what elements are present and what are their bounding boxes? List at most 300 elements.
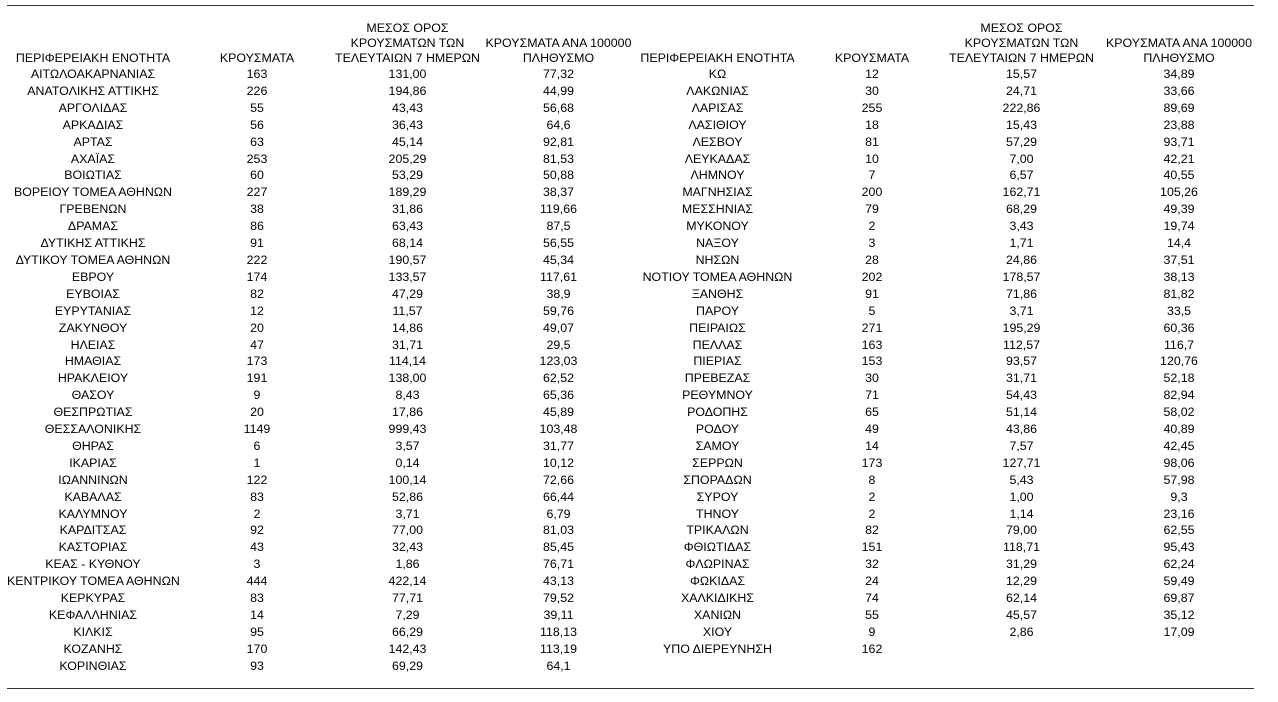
cases-cell: 444 [246,574,268,589]
avg-7-days-cell: 24,71 [1005,83,1037,98]
table-row [7,421,637,438]
per-100k-cell: 19,74 [1163,219,1195,234]
table-row [7,320,637,337]
per-100k-cell: 35,12 [1163,608,1195,622]
table-row [640,556,1264,573]
header-cases-per-100k: ΚΡΟΥΣΜΑΤΑ ΑΝΑ 100000 ΠΛΗΘΥΣΜΟ [485,36,632,65]
region-cell: ΣΑΜΟΥ [695,438,740,453]
avg-7-days-cell: 45,57 [1005,608,1037,622]
avg-7-days-cell: 127,71 [1002,455,1041,470]
per-100k-cell: 105,26 [1160,185,1198,200]
cases-cell: 202 [861,269,883,284]
per-100k-cell: 113,19 [540,641,577,656]
region-cell: ΑΡΚΑΔΙΑΣ [62,117,124,132]
per-100k-cell: 93,71 [1163,134,1195,149]
per-100k-cell: 77,32 [542,67,574,81]
cases-cell: 24 [865,574,879,589]
region-cell: ΠΡΕΒΕΖΑΣ [684,371,751,386]
table-row [7,218,637,235]
avg-7-days-cell: 189,29 [388,185,427,200]
region-cell: ΒΟΙΩΤΙΑΣ [64,168,122,183]
per-100k-cell: 14,4 [1166,236,1192,251]
per-100k-cell: 38,13 [1163,269,1195,284]
per-100k-cell: 65,36 [542,388,574,403]
region-cell: ΚΙΛΚΙΣ [73,624,113,639]
per-100k-cell: 23,88 [1163,117,1195,132]
table-row [640,624,1264,641]
cases-cell: 30 [865,371,879,386]
cases-cell: 10 [865,151,879,166]
cases-cell: 253 [246,151,268,166]
cases-cell: 12 [250,303,264,318]
per-100k-cell: 117,61 [540,269,577,284]
table-row [7,337,637,354]
region-cell: ΓΡΕΒΕΝΩΝ [59,202,127,217]
avg-7-days-cell: 114,14 [389,354,426,369]
table-row [640,151,1264,168]
cases-cell: 173 [246,354,268,369]
cases-cell: 28 [865,252,879,267]
region-cell: ΔΡΑΜΑΣ [67,219,119,234]
table-row [7,522,637,539]
per-100k-cell: 40,55 [1163,168,1195,183]
cases-cell: 2 [253,506,261,521]
header-cases: ΚΡΟΥΣΜΑΤΑ [219,51,295,65]
table-row [640,201,1264,218]
avg-7-days-cell: 12,29 [1005,574,1037,589]
table-row [7,66,637,83]
avg-7-days-cell: 17,86 [391,405,423,420]
avg-7-days-cell: 15,57 [1005,67,1037,81]
avg-7-days-cell: 7,29 [395,608,420,622]
avg-7-days-cell: 7,00 [1009,151,1034,166]
table-row [7,539,637,556]
region-cell: ΚΑΣΤΟΡΙΑΣ [58,540,128,555]
region-cell: ΑΡΓΟΛΙΔΑΣ [58,100,128,115]
region-cell: ΧΙΟΥ [702,624,733,639]
region-cell: ΝΗΣΩΝ [695,252,740,267]
per-100k-cell: 9,3 [1170,489,1188,504]
per-100k-cell: 58,02 [1163,405,1195,420]
cases-cell: 226 [246,83,268,98]
region-cell: ΑΧΑΪΑΣ [70,151,116,166]
cases-cell: 2 [868,219,876,234]
avg-7-days-cell: 7,57 [1009,438,1034,453]
region-cell: ΜΕΣΣΗΝΙΑΣ [681,202,754,217]
per-100k-cell: 39,11 [543,608,574,622]
avg-7-days-cell: 2,86 [1009,624,1034,639]
cases-cell: 12 [865,67,879,81]
per-100k-cell: 116,7 [1163,337,1195,352]
avg-7-days-cell: 52,86 [391,489,423,504]
per-100k-cell: 17,09 [1163,624,1195,639]
cases-cell: 82 [865,523,879,538]
per-100k-cell: 45,34 [542,252,574,267]
avg-7-days-cell: 31,29 [1005,557,1037,572]
cases-cell: 255 [861,100,883,115]
per-100k-cell: 49,39 [1163,202,1195,217]
avg-7-days-cell: 11,57 [392,303,423,318]
table-row [7,269,637,286]
cases-cell: 38 [250,202,264,217]
avg-7-days-cell: 422,14 [388,574,427,589]
region-cell: ΚΕΡΚΥΡΑΣ [60,591,126,606]
region-cell: ΦΛΩΡΙΝΑΣ [685,557,750,572]
per-100k-cell: 50,88 [542,168,574,183]
region-cell: ΚΟΡΙΝΘΙΑΣ [59,658,127,673]
avg-7-days-cell: 24,86 [1005,252,1037,267]
avg-7-days-cell: 53,29 [391,168,423,183]
table-row [7,438,637,455]
per-100k-cell: 33,66 [1163,83,1195,98]
per-100k-cell: 56,55 [542,236,574,251]
cases-cell: 174 [246,269,268,284]
avg-7-days-cell: 194,86 [388,83,427,98]
table-row [7,117,637,134]
region-cell: ΣΥΡΟΥ [696,489,739,504]
table-row [7,286,637,303]
region-cell: ΚΕΑΣ - ΚΥΘΝΟΥ [45,557,141,572]
per-100k-cell: 123,03 [539,354,578,369]
per-100k-cell: 59,76 [542,303,574,318]
avg-7-days-cell: 1,86 [395,557,420,572]
table-row [7,658,637,675]
avg-7-days-cell: 112,57 [1003,337,1040,352]
avg-7-days-cell: 222,86 [1002,100,1041,115]
cases-cell: 2 [868,489,876,504]
per-100k-cell: 62,55 [1163,523,1195,538]
avg-7-days-cell: 66,29 [391,624,423,639]
table-row [640,66,1264,83]
cases-cell: 151 [861,540,883,555]
avg-7-days-cell: 93,57 [1005,354,1037,369]
avg-7-days-cell: 31,86 [391,202,423,217]
cases-cell: 14 [865,438,879,453]
avg-7-days-cell: 68,29 [1005,202,1037,217]
cases-cell: 1 [253,455,261,470]
cases-cell: 81 [865,134,879,149]
per-100k-cell: 64,1 [546,658,571,673]
table-row [640,438,1264,455]
table-row [640,370,1264,387]
per-100k-cell: 64,6 [546,117,571,132]
cases-cell: 92 [250,523,264,538]
cases-cell: 7 [868,168,876,183]
region-cell: ΡΟΔΟΠΗΣ [687,405,748,420]
table-row [7,184,637,201]
cases-cell: 173 [861,455,883,470]
cases-cell: 18 [865,117,879,132]
table-row [7,573,637,590]
per-100k-cell: 57,98 [1163,472,1195,487]
avg-7-days-cell: 31,71 [391,337,423,352]
cases-cell: 163 [861,337,883,352]
cases-cell: 83 [250,591,264,606]
region-cell: ΚΕΦΑΛΛΗΝΙΑΣ [48,608,138,622]
table-row [640,252,1264,269]
per-100k-cell: 92,81 [542,134,574,149]
header-row [640,0,1264,66]
region-cell: ΘΕΣΣΑΛΟΝΙΚΗΣ [44,422,142,437]
table-row [640,117,1264,134]
avg-7-days-cell: 31,71 [1005,371,1037,386]
per-100k-cell: 33,5 [1166,303,1192,318]
per-100k-cell: 103,48 [539,422,578,437]
region-cell: ΡΕΘΥΜΝΟΥ [682,388,753,403]
avg-7-days-cell: 1,71 [1009,236,1034,251]
table-row [640,421,1264,438]
per-100k-cell: 31,77 [542,438,574,453]
avg-7-days-cell: 178,57 [1002,269,1041,284]
per-100k-cell: 81,82 [1163,286,1195,301]
per-100k-cell: 42,21 [1163,151,1195,166]
cases-cell: 30 [865,83,879,98]
avg-7-days-cell: 57,29 [1005,134,1037,149]
header-cases: ΚΡΟΥΣΜΑΤΑ [834,51,910,65]
table-row [640,167,1264,184]
table-row [7,201,637,218]
table-row [640,184,1264,201]
cases-cell: 56 [250,117,264,132]
cases-table-right [640,0,1264,658]
cases-cell: 49 [865,422,879,437]
per-100k-cell: 81,03 [542,523,574,538]
per-100k-cell: 60,36 [1163,320,1195,335]
avg-7-days-cell: 68,14 [391,236,423,251]
table-row [640,387,1264,404]
avg-7-days-cell: 162,71 [1002,185,1041,200]
table-row [640,100,1264,117]
cases-cell: 91 [250,236,264,251]
per-100k-cell: 49,07 [542,320,574,335]
avg-7-days-cell: 69,29 [391,658,423,673]
avg-7-days-cell: 63,43 [391,219,423,234]
region-cell: ΚΕΝΤΡΙΚΟΥ ΤΟΜΕΑ ΑΘΗΝΩΝ [7,574,180,589]
per-100k-cell: 40,89 [1163,422,1195,437]
avg-7-days-cell: 71,86 [1005,286,1037,301]
table-row [640,590,1264,607]
region-cell: ΦΘΙΩΤΙΔΑΣ [683,540,752,555]
table-row [7,506,637,523]
avg-7-days-cell: 5,43 [1009,472,1034,487]
per-100k-cell: 42,45 [1163,438,1195,453]
avg-7-days-cell: 3,71 [395,506,420,521]
region-cell: ΖΑΚΥΝΘΟΥ [58,320,128,335]
region-cell: ΗΜΑΘΙΑΣ [64,354,122,369]
region-cell: ΛΕΣΒΟΥ [692,134,743,149]
cases-cell: 71 [865,388,879,403]
cases-cell: 82 [250,286,264,301]
cases-cell: 74 [865,591,879,606]
table-row [640,269,1264,286]
header-avg-7-days: ΜΕΣΟΣ ΟΡΟΣ ΚΡΟΥΣΜΑΤΩΝ ΤΩΝ ΤΕΛΕΥΤΑΙΩΝ 7 ΗΜΕΡΩΝ [335,21,480,65]
region-cell: ΤΗΝΟΥ [696,506,739,521]
avg-7-days-cell: 100,14 [388,472,427,487]
table-row [7,387,637,404]
avg-7-days-cell: 3,71 [1009,303,1034,318]
cases-cell: 170 [246,641,268,656]
avg-7-days-cell: 36,43 [391,117,423,132]
table-row [7,151,637,168]
cases-cell: 55 [865,608,879,622]
region-cell: ΚΟΖΑΝΗΣ [63,641,123,656]
per-100k-cell: 82,94 [1163,388,1195,403]
table-row [640,539,1264,556]
cases-cell: 32 [865,557,879,572]
region-cell: ΠΑΡΟΥ [696,303,739,318]
table-row [640,404,1264,421]
avg-7-days-cell: 190,57 [388,252,427,267]
avg-7-days-cell: 0,14 [395,455,420,470]
per-100k-cell: 118,13 [540,624,577,639]
cases-cell: 153 [861,354,883,369]
per-100k-cell: 52,18 [1163,371,1195,386]
region-cell: ΝΑΞΟΥ [696,236,739,251]
avg-7-days-cell: 133,57 [388,269,427,284]
per-100k-cell: 34,89 [1163,67,1195,81]
region-cell: ΛΕΥΚΑΔΑΣ [684,151,751,166]
per-100k-cell: 98,06 [1163,455,1195,470]
region-cell: ΠΕΛΛΑΣ [692,337,743,352]
table-row [640,455,1264,472]
region-cell: ΜΥΚΟΝΟΥ [686,219,749,234]
table-row [7,472,637,489]
table-row [7,641,637,658]
header-cases-per-100k: ΚΡΟΥΣΜΑΤΑ ΑΝΑ 100000 ΠΛΗΘΥΣΜΟ [1106,36,1252,65]
region-cell: ΙΩΑΝΝΙΝΩΝ [58,472,128,487]
cases-cell: 86 [250,219,264,234]
per-100k-cell: 10,12 [542,455,574,470]
cases-cell: 271 [861,320,883,335]
table-row [7,607,637,624]
region-cell: ΘΗΡΑΣ [72,438,114,453]
region-cell: ΧΑΛΚΙΔΙΚΗΣ [680,591,755,606]
cases-cell: 47 [250,337,264,352]
per-100k-cell: 85,45 [542,540,574,555]
cases-cell: 191 [246,371,268,386]
table-row [7,370,637,387]
cases-cell: 60 [250,168,264,183]
region-cell: ΚΑΛΥΜΝΟΥ [58,506,128,521]
cases-cell: 227 [246,185,268,200]
region-cell: ΤΡΙΚΑΛΩΝ [686,523,749,538]
per-100k-cell: 66,44 [542,489,574,504]
region-cell: ΛΑΡΙΣΑΣ [691,100,744,115]
region-cell: ΗΡΑΚΛΕΙΟΥ [57,371,129,386]
region-cell: ΣΠΟΡΑΔΩΝ [683,472,752,487]
table-row [640,573,1264,590]
avg-7-days-cell: 32,43 [391,540,423,555]
table-row [7,134,637,151]
cases-cell: 43 [250,540,264,555]
avg-7-days-cell: 43,86 [1005,422,1037,437]
per-100k-cell: 89,69 [1163,100,1195,115]
cases-cell: 162 [861,641,883,656]
region-cell: ΑΝΑΤΟΛΙΚΗΣ ΑΤΤΙΚΗΣ [27,83,159,98]
avg-7-days-cell: 1,14 [1009,506,1034,521]
cases-cell: 3 [253,557,261,572]
table-row [640,522,1264,539]
region-cell: ΑΙΤΩΛΟΑΚΑΡΝΑΝΙΑΣ [30,67,156,81]
region-cell: ΚΑΡΔΙΤΣΑΣ [59,523,127,538]
avg-7-days-cell: 118,71 [1003,540,1040,555]
region-cell: ΥΠΟ ΔΙΕΡΕΥΝΗΣΗ [663,641,772,656]
region-cell: ΛΗΜΝΟΥ [690,168,745,183]
region-cell: ΕΥΡΥΤΑΝΙΑΣ [54,303,132,318]
per-100k-cell: 37,51 [1163,252,1195,267]
region-cell: ΙΚΑΡΙΑΣ [69,455,117,470]
table-row [7,590,637,607]
avg-7-days-cell: 77,00 [391,523,423,538]
region-cell: ΠΕΙΡΑΙΩΣ [689,320,746,335]
avg-7-days-cell: 47,29 [391,286,423,301]
cases-cell: 5 [868,303,876,318]
cases-cell: 93 [250,658,264,673]
table-row [640,303,1264,320]
table-row [7,83,637,100]
region-cell: ΚΩ [708,67,727,81]
table-row [7,252,637,269]
cases-cell: 63 [250,134,264,149]
avg-7-days-cell: 205,29 [388,151,427,166]
table-row [7,624,637,641]
region-cell: ΠΙΕΡΙΑΣ [693,354,742,369]
header-region: ΠΕΡΙΦΕΡΕΙΑΚΗ ΕΝΟΤΗΤΑ [15,51,171,65]
cases-cell: 8 [868,472,876,487]
per-100k-cell: 81,53 [542,151,574,166]
header-row [7,0,637,66]
table-row [640,83,1264,100]
per-100k-cell: 38,37 [542,185,574,200]
per-100k-cell: 76,71 [542,557,574,572]
region-cell: ΑΡΤΑΣ [73,134,113,149]
per-100k-cell: 62,52 [542,371,574,386]
table-row [7,556,637,573]
region-cell: ΜΑΓΝΗΣΙΑΣ [682,185,753,200]
avg-7-days-cell: 51,14 [1005,405,1037,420]
avg-7-days-cell: 15,43 [1005,117,1037,132]
per-100k-cell: 38,9 [546,286,571,301]
table-row [640,337,1264,354]
region-cell: ΔΥΤΙΚΟΥ ΤΟΜΕΑ ΑΘΗΝΩΝ [15,252,171,267]
cases-cell: 20 [250,320,264,335]
region-cell: ΘΕΣΠΡΩΤΙΑΣ [53,405,133,420]
cases-cell: 83 [250,489,264,504]
per-100k-cell [1094,641,1264,658]
cases-cell: 91 [865,286,879,301]
region-cell: ΘΑΣΟΥ [71,388,115,403]
cases-cell: 200 [861,185,883,200]
avg-7-days-cell [949,641,1094,658]
avg-7-days-cell: 8,43 [395,388,420,403]
cases-cell: 9 [868,624,876,639]
per-100k-cell: 62,24 [1163,557,1195,572]
region-cell: ΕΥΒΟΙΑΣ [66,286,120,301]
table-row [7,167,637,184]
table-row [640,353,1264,370]
per-100k-cell: 23,16 [1163,506,1195,521]
avg-7-days-cell: 62,14 [1005,591,1037,606]
cases-cell: 222 [246,252,268,267]
avg-7-days-cell: 1,00 [1009,489,1034,504]
cases-cell: 163 [246,67,268,81]
table-row [640,134,1264,151]
avg-7-days-cell: 138,00 [388,371,427,386]
per-100k-cell: 45,89 [542,405,574,420]
table-row [640,641,1264,658]
region-cell: ΣΕΡΡΩΝ [692,455,743,470]
region-cell: ΚΑΒΑΛΑΣ [64,489,122,504]
